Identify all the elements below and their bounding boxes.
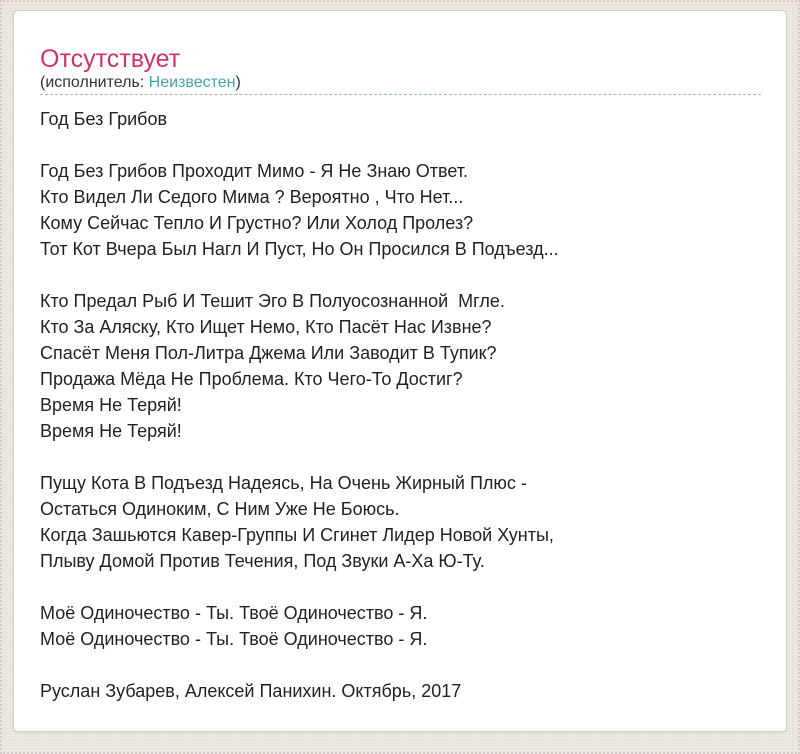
lyric-line: [40, 132, 761, 158]
lyric-line: [40, 444, 761, 470]
lyric-line: [40, 262, 761, 288]
lyric-line: Кто За Аляску, Кто Ищет Немо, Кто Пасёт Нас Извне?: [40, 317, 492, 337]
lyric-line: Время Не Теряй!: [40, 421, 182, 441]
lyrics-text: [40, 106, 761, 704]
lyric-line: Кто Предал Рыб И Тешит Эго В Полуосознанной Мгле.: [40, 291, 505, 311]
lyric-line: Моё Одиночество - Ты. Твоё Одиночество - Я.: [40, 603, 428, 623]
lyric-line: Остаться Одиноким, С Ним Уже Не Боюсь.: [40, 499, 400, 519]
lyric-line: [40, 652, 761, 678]
lyric-line: Спасёт Меня Пол-Литра Джема Или Заводит В Тупик?: [40, 343, 497, 363]
lyric-line: Когда Зашьются Кавер-Группы И Сгинет Лидер Новой Хунты,: [40, 525, 554, 545]
lyric-line: Год Без Грибов Проходит Мимо - Я Не Знаю Ответ.: [40, 161, 469, 181]
artist-label-suffix: ): [235, 74, 241, 91]
lyric-line: Год Без Грибов: [40, 109, 168, 129]
lyric-line: Плыву Домой Против Течения, Под Звуки А-Ха Ю-Ту.: [40, 551, 485, 571]
artist-link[interactable]: Неизвестен: [148, 74, 236, 91]
artist-line: [40, 73, 761, 94]
lyric-line: Время Не Теряй!: [40, 395, 182, 415]
artist-label-prefix: (исполнитель:: [40, 74, 149, 91]
lyrics-card: [13, 10, 787, 732]
lyric-line: Продажа Мёда Не Проблема. Кто Чего-То Достиг?: [40, 369, 463, 389]
lyric-line: Моё Одиночество - Ты. Твоё Одиночество - Я.: [40, 629, 428, 649]
lyric-line: Кто Видел Ли Седого Мима ? Вероятно , Что Нет...: [40, 187, 464, 207]
lyric-line: Руслан Зубарев, Алексей Панихин. Октябрь, 2017: [40, 681, 462, 701]
page-title: Отсутствует: [40, 45, 181, 73]
lyric-line: Тот Кот Вчера Был Нагл И Пуст, Но Он Просился В Подъезд...: [40, 239, 559, 259]
lyric-line: Пущу Кота В Подъезд Надеясь, На Очень Жирный Плюс -: [40, 473, 527, 493]
lyric-line: Кому Сейчас Тепло И Грустно? Или Холод Пролез?: [40, 213, 474, 233]
lyric-line: [40, 574, 761, 600]
card-header: [40, 11, 761, 95]
